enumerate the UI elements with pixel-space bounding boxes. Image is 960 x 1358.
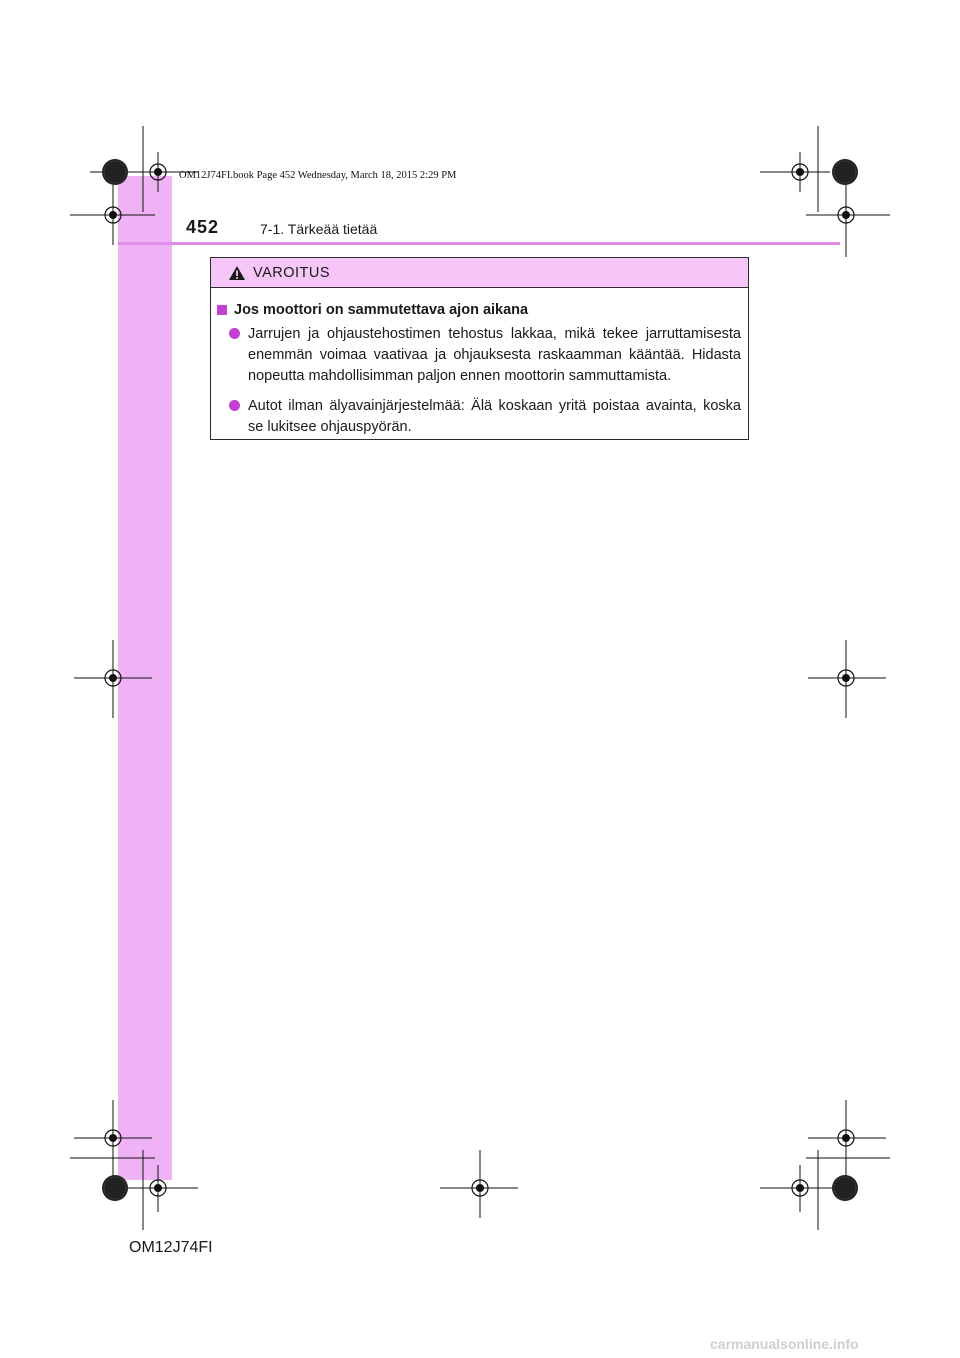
list-item-text: Autot ilman älyavainjärjestelmää: Älä koskaan yritä poistaa avainta, koska se lukitsee ohjauspyörän. — [248, 398, 741, 435]
warning-box — [210, 257, 749, 440]
circle-bullet-icon — [229, 328, 240, 339]
square-bullet-icon — [217, 305, 227, 315]
warning-triangle-icon — [228, 265, 246, 281]
book-file-info: OM12J74FI.book Page 452 Wednesday, March 18, 2015 2:29 PM — [179, 170, 457, 181]
manual-code: OM12J74FI — [129, 1239, 213, 1256]
warning-heading — [217, 302, 741, 318]
warning-header — [211, 258, 748, 288]
circle-bullet-icon — [229, 400, 240, 411]
list-item-text: Jarrujen ja ohjaustehostimen tehostus lakkaa, mikä tekee jarruttamisesta enemmän voimaa vaativaa ja ohjauksesta raskaamman kääntää. Hidasta nopeutta mahdollisimman paljon ennen moottorin sammuttamista. — [248, 326, 741, 384]
warning-heading-text: Jos moottori on sammutettava ajon aikana — [234, 302, 529, 318]
site-watermark: carmanualsonline.info — [710, 1336, 859, 1352]
section-title: 7-1. Tärkeää tietää — [260, 221, 378, 237]
list-item — [217, 324, 741, 387]
list-item — [217, 396, 741, 438]
header-rule — [118, 242, 840, 245]
warning-body — [211, 288, 748, 438]
warning-title: VAROITUS — [253, 264, 331, 281]
page-number: 452 — [186, 217, 220, 237]
